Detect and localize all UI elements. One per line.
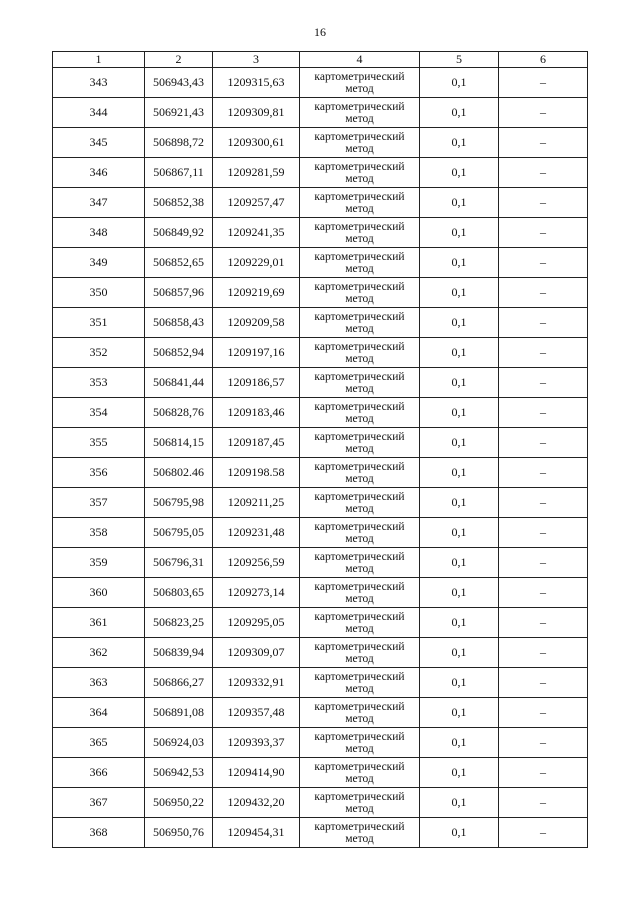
note-cell: – [499,668,588,698]
x-coordinate-cell: 506849,92 [145,218,213,248]
method-cell [300,68,420,98]
note-cell: – [499,248,588,278]
point-number-cell: 366 [53,758,145,788]
point-number-cell: 368 [53,818,145,848]
point-number-cell: 352 [53,338,145,368]
accuracy-cell: 0,1 [420,398,499,428]
accuracy-cell: 0,1 [420,68,499,98]
method-line-1: картометрический [314,820,405,833]
accuracy-cell: 0,1 [420,518,499,548]
method-line-1: картометрический [314,400,405,413]
y-coordinate-cell: 1209295,05 [213,608,300,638]
accuracy-cell: 0,1 [420,308,499,338]
method-line-1: картометрический [314,640,405,653]
x-coordinate-cell: 506950,76 [145,818,213,848]
method-line-1: картометрический [314,550,405,563]
note-cell: – [499,758,588,788]
point-number-cell: 345 [53,128,145,158]
accuracy-cell: 0,1 [420,278,499,308]
accuracy-cell: 0,1 [420,458,499,488]
table-row [53,188,588,218]
y-coordinate-cell: 1209432,20 [213,788,300,818]
note-cell: – [499,218,588,248]
x-coordinate-cell: 506852,94 [145,338,213,368]
method-cell [300,278,420,308]
method-cell [300,638,420,668]
point-number-cell: 344 [53,98,145,128]
method-line-1: картометрический [314,280,405,293]
method-line-1: картометрический [314,730,405,743]
method-line-1: картометрический [314,460,405,473]
y-coordinate-cell: 1209309,81 [213,98,300,128]
method-cell [300,188,420,218]
method-line-2: метод [345,262,374,275]
method-cell [300,248,420,278]
table-row [53,788,588,818]
method-line-1: картометрический [314,670,405,683]
y-coordinate-cell: 1209393,37 [213,728,300,758]
method-line-2: метод [345,352,374,365]
table-row [53,128,588,158]
accuracy-cell: 0,1 [420,818,499,848]
method-line-2: метод [345,502,374,515]
method-line-1: картометрический [314,220,405,233]
header-col-5: 5 [420,52,499,68]
x-coordinate-cell: 506866,27 [145,668,213,698]
x-coordinate-cell: 506795,98 [145,488,213,518]
accuracy-cell: 0,1 [420,578,499,608]
method-line-2: метод [345,472,374,485]
y-coordinate-cell: 1209309,07 [213,638,300,668]
accuracy-cell: 0,1 [420,128,499,158]
header-col-3: 3 [213,52,300,68]
method-line-2: метод [345,112,374,125]
x-coordinate-cell: 506867,11 [145,158,213,188]
y-coordinate-cell: 1209211,25 [213,488,300,518]
table-row [53,728,588,758]
x-coordinate-cell: 506898,72 [145,128,213,158]
table-row [53,548,588,578]
y-coordinate-cell: 1209241,35 [213,218,300,248]
note-cell: – [499,188,588,218]
point-number-cell: 364 [53,698,145,728]
method-line-1: картометрический [314,130,405,143]
x-coordinate-cell: 506841,44 [145,368,213,398]
point-number-cell: 362 [53,638,145,668]
y-coordinate-cell: 1209257,47 [213,188,300,218]
note-cell: – [499,578,588,608]
table-row [53,458,588,488]
y-coordinate-cell: 1209256,59 [213,548,300,578]
method-cell [300,338,420,368]
note-cell: – [499,788,588,818]
accuracy-cell: 0,1 [420,788,499,818]
method-line-2: метод [345,682,374,695]
method-line-1: картометрический [314,490,405,503]
note-cell: – [499,128,588,158]
x-coordinate-cell: 506950,22 [145,788,213,818]
header-col-1: 1 [53,52,145,68]
point-number-cell: 363 [53,668,145,698]
y-coordinate-cell: 1209183,46 [213,398,300,428]
note-cell: – [499,368,588,398]
y-coordinate-cell: 1209209,58 [213,308,300,338]
header-col-2: 2 [145,52,213,68]
y-coordinate-cell: 1209231,48 [213,518,300,548]
point-number-cell: 355 [53,428,145,458]
table-row [53,488,588,518]
table-row [53,668,588,698]
y-coordinate-cell: 1209454,31 [213,818,300,848]
method-line-1: картометрический [314,580,405,593]
method-line-2: метод [345,442,374,455]
method-line-2: метод [345,742,374,755]
x-coordinate-cell: 506857,96 [145,278,213,308]
header-col-6: 6 [499,52,588,68]
accuracy-cell: 0,1 [420,158,499,188]
note-cell: – [499,398,588,428]
accuracy-cell: 0,1 [420,638,499,668]
method-line-2: метод [345,142,374,155]
method-cell [300,128,420,158]
method-line-2: метод [345,412,374,425]
point-number-cell: 347 [53,188,145,218]
method-line-2: метод [345,592,374,605]
x-coordinate-cell: 506802.46 [145,458,213,488]
accuracy-cell: 0,1 [420,698,499,728]
note-cell: – [499,518,588,548]
note-cell: – [499,608,588,638]
table-row [53,818,588,848]
table-row [53,248,588,278]
method-cell [300,608,420,638]
x-coordinate-cell: 506796,31 [145,548,213,578]
method-line-2: метод [345,622,374,635]
method-cell [300,458,420,488]
accuracy-cell: 0,1 [420,428,499,458]
table-row [53,278,588,308]
method-cell [300,98,420,128]
method-line-2: метод [345,652,374,665]
point-number-cell: 351 [53,308,145,338]
table-row [53,428,588,458]
method-line-2: метод [345,322,374,335]
page-number: 16 [314,25,326,39]
method-line-1: картометрический [314,190,405,203]
point-number-cell: 356 [53,458,145,488]
method-cell [300,758,420,788]
note-cell: – [499,728,588,758]
table-row [53,308,588,338]
table-row [53,368,588,398]
method-cell [300,518,420,548]
method-line-2: метод [345,202,374,215]
x-coordinate-cell: 506924,03 [145,728,213,758]
method-line-2: метод [345,82,374,95]
method-cell [300,368,420,398]
method-cell [300,548,420,578]
method-line-2: метод [345,832,374,845]
table-row [53,218,588,248]
note-cell: – [499,638,588,668]
point-number-cell: 361 [53,608,145,638]
note-cell: – [499,548,588,578]
method-line-2: метод [345,232,374,245]
x-coordinate-cell: 506942,53 [145,758,213,788]
x-coordinate-cell: 506891,08 [145,698,213,728]
y-coordinate-cell: 1209198.58 [213,458,300,488]
header-row [53,52,588,68]
method-cell [300,668,420,698]
y-coordinate-cell: 1209197,16 [213,338,300,368]
accuracy-cell: 0,1 [420,98,499,128]
point-number-cell: 348 [53,218,145,248]
accuracy-cell: 0,1 [420,728,499,758]
y-coordinate-cell: 1209357,48 [213,698,300,728]
method-cell [300,578,420,608]
point-number-cell: 349 [53,248,145,278]
method-cell [300,398,420,428]
y-coordinate-cell: 1209186,57 [213,368,300,398]
point-number-cell: 357 [53,488,145,518]
table-row [53,68,588,98]
method-cell [300,158,420,188]
table-row [53,698,588,728]
table-row [53,578,588,608]
method-line-2: метод [345,292,374,305]
y-coordinate-cell: 1209315,63 [213,68,300,98]
method-line-1: картометрический [314,100,405,113]
method-line-1: картометрический [314,310,405,323]
note-cell: – [499,68,588,98]
accuracy-cell: 0,1 [420,368,499,398]
method-cell [300,818,420,848]
method-line-1: картометрический [314,610,405,623]
method-line-2: метод [345,562,374,575]
method-cell [300,218,420,248]
method-line-1: картометрический [314,430,405,443]
table-row [53,98,588,128]
note-cell: – [499,818,588,848]
accuracy-cell: 0,1 [420,338,499,368]
x-coordinate-cell: 506803,65 [145,578,213,608]
x-coordinate-cell: 506858,43 [145,308,213,338]
method-cell [300,488,420,518]
y-coordinate-cell: 1209300,61 [213,128,300,158]
note-cell: – [499,338,588,368]
method-line-1: картометрический [314,70,405,83]
y-coordinate-cell: 1209273,14 [213,578,300,608]
method-line-2: метод [345,532,374,545]
table-row [53,158,588,188]
method-line-1: картометрический [314,370,405,383]
x-coordinate-cell: 506921,43 [145,98,213,128]
accuracy-cell: 0,1 [420,488,499,518]
y-coordinate-cell: 1209187,45 [213,428,300,458]
table-row [53,398,588,428]
y-coordinate-cell: 1209332,91 [213,668,300,698]
point-number-cell: 350 [53,278,145,308]
method-line-1: картометрический [314,700,405,713]
method-line-2: метод [345,712,374,725]
accuracy-cell: 0,1 [420,188,499,218]
x-coordinate-cell: 506795,05 [145,518,213,548]
method-line-1: картометрический [314,790,405,803]
accuracy-cell: 0,1 [420,548,499,578]
note-cell: – [499,428,588,458]
note-cell: – [499,698,588,728]
method-line-1: картометрический [314,520,405,533]
method-line-1: картометрический [314,340,405,353]
table-row [53,338,588,368]
note-cell: – [499,308,588,338]
x-coordinate-cell: 506839,94 [145,638,213,668]
accuracy-cell: 0,1 [420,668,499,698]
note-cell: – [499,488,588,518]
accuracy-cell: 0,1 [420,218,499,248]
point-number-cell: 359 [53,548,145,578]
method-cell [300,788,420,818]
point-number-cell: 360 [53,578,145,608]
x-coordinate-cell: 506828,76 [145,398,213,428]
point-number-cell: 353 [53,368,145,398]
method-line-1: картометрический [314,760,405,773]
point-number-cell: 358 [53,518,145,548]
method-line-2: метод [345,802,374,815]
note-cell: – [499,98,588,128]
coordinates-table [52,51,588,848]
method-line-2: метод [345,772,374,785]
method-line-1: картометрический [314,160,405,173]
accuracy-cell: 0,1 [420,248,499,278]
x-coordinate-cell: 506943,43 [145,68,213,98]
method-cell [300,698,420,728]
x-coordinate-cell: 506823,25 [145,608,213,638]
y-coordinate-cell: 1209281,59 [213,158,300,188]
accuracy-cell: 0,1 [420,608,499,638]
note-cell: – [499,278,588,308]
method-line-2: метод [345,382,374,395]
y-coordinate-cell: 1209219,69 [213,278,300,308]
note-cell: – [499,158,588,188]
x-coordinate-cell: 506852,38 [145,188,213,218]
method-cell [300,728,420,758]
table-row [53,758,588,788]
point-number-cell: 346 [53,158,145,188]
x-coordinate-cell: 506852,65 [145,248,213,278]
note-cell: – [499,458,588,488]
header-col-4: 4 [300,52,420,68]
y-coordinate-cell: 1209229,01 [213,248,300,278]
point-number-cell: 365 [53,728,145,758]
method-line-2: метод [345,172,374,185]
method-cell [300,428,420,458]
point-number-cell: 367 [53,788,145,818]
accuracy-cell: 0,1 [420,758,499,788]
method-line-1: картометрический [314,250,405,263]
table-row [53,608,588,638]
y-coordinate-cell: 1209414,90 [213,758,300,788]
table-row [53,518,588,548]
table-row [53,638,588,668]
method-cell [300,308,420,338]
point-number-cell: 343 [53,68,145,98]
point-number-cell: 354 [53,398,145,428]
x-coordinate-cell: 506814,15 [145,428,213,458]
